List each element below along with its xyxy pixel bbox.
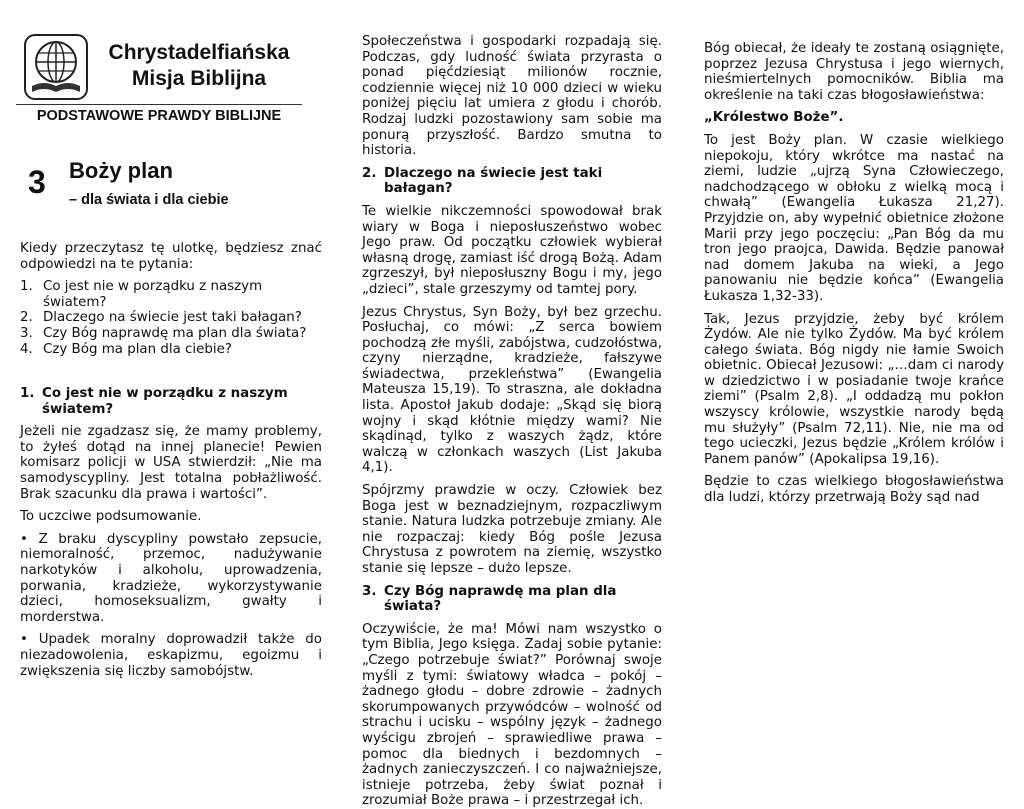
intro: [20, 241, 322, 357]
list-text: Dlaczego na świecie jest taki bałagan?: [43, 310, 302, 326]
paragraph: Tak, Jezus przyjdzie, żeby być królem Żydów. Ale nie tylko Żydów. Ma być królem całego świata. Bóg nigdy nie łamie Swoich obietnic. Obiecał Jezusowi: „…dam ci narody w dziedzictwo i w posiadanie twoje krańce ziemi” (Psalm 2,8). „I oddadzą mu pokłon wszyscy królowie, wszystkie narody będą mu służyły” (Psalm 72,11). Nie, nie ma od tego ucieczki, Jezus będzie „Królem królów i Panem panów” (Apokalipsa 19,16).: [704, 311, 1004, 467]
header: [20, 30, 302, 106]
list-item: [20, 310, 322, 326]
tract-title: Boży plan: [69, 158, 173, 183]
section-heading-text: Czy Bóg naprawdę ma plan dla świata?: [384, 583, 617, 615]
section-heading: [20, 386, 322, 417]
organization-name: [96, 40, 302, 92]
list-text: Czy Bóg ma plan dla ciebie?: [43, 341, 232, 357]
globe-bible-icon: [24, 34, 88, 100]
column-3: [704, 34, 1004, 506]
list-number: 3.: [20, 325, 33, 341]
column-2: [362, 34, 662, 809]
question-list: [20, 279, 322, 357]
list-text: Co jest nie w porządku z naszym światem?: [43, 279, 263, 310]
bullet-paragraph: • Z braku dyscypliny powstało zepsucie, niemoralność, przemoc, nadużywanie narkotyków i alkoholu, uprowadzenia, porwania, kradzieże, wykorzystywanie dzieci, homoseksualizm, gwałty i morderstwa.: [20, 531, 322, 625]
paragraph: Bóg obiecał, że ideały te zostaną osiągnięte, poprzez Jezusa Chrystusa i jego wiernych, nieśmiertelnych pomocników. Biblia ma określenie na taki czas błogosławieństwa:: [704, 41, 1004, 103]
section-heading: [362, 166, 662, 197]
paragraph: To uczciwe podsumowanie.: [20, 509, 202, 525]
intro-text: Kiedy przeczytasz tę ulotkę, będziesz znać odpowiedzi na te pytania:: [20, 241, 322, 272]
list-number: 1.: [20, 279, 33, 295]
section-heading-text: Co jest nie w porządku z naszym światem?: [42, 386, 288, 417]
org-line-2: Misja Biblijna: [131, 67, 267, 90]
paragraph: To jest Boży plan. W czasie wielkiego niepokoju, który wkrótce ma nastać na ziemi, ludzie „ujrzą Syna Człowieczego, nadchodzącego w obłoku z wielką mocą i chwałą” (Ewangelia Łukasza 21,27). Przyjdzie on, aby wypełnić obietnice złożone Marii przy jego poczęciu: „Pan Bóg da mu tron jego praojca, Dawida. Będzie panował nad domem Jakuba na wieki, a Jego panowaniu nie będzie końca” (Ewangelia Łukasza 1,32-33).: [704, 132, 1004, 304]
list-number: 4.: [20, 341, 33, 357]
list-item: [20, 279, 322, 310]
org-line-1: Chrystadelfiańska: [108, 41, 290, 64]
tract-subtitle: – dla świata i dla ciebie: [69, 192, 229, 208]
section-1: [20, 386, 322, 679]
bullet-paragraph: • Upadek moralny doprowadził także do niezadowolenia, eskapizmu, egoizmu i zwiększenia się liczby samobójstw.: [20, 632, 322, 679]
emphasis-paragraph: „Królestwo Boże”.: [704, 110, 844, 126]
header-divider: [16, 104, 302, 105]
section-number: 1.: [20, 386, 35, 401]
section-heading: [362, 584, 662, 615]
list-text: Czy Bóg naprawdę ma plan dla świata?: [43, 325, 307, 341]
paragraph: Jeżeli nie zgadzasz się, że mamy problemy, to żyłeś dotąd na innej planecie! Pewien komisarz policji w USA stwierdził: „Nie ma samodyscypliny. Jest totalna pobłażliwość. Brak szacunku dla prawa i wartości”.: [20, 424, 322, 502]
paragraph: Społeczeństwa i gospodarki rozpadają się. Podczas, gdy ludność świata przyrasta o ponad pięćdziesiąt milionów rocznie, codziennie więcej niż 10 000 dzieci w wieku poniżej pięciu lat umiera z głodu i chorób. Rodzaj ludzki pozostawiony sam sobie ma ponurą przyszłość. Bardzo smutna to historia.: [362, 34, 662, 159]
list-number: 2.: [20, 310, 33, 326]
section-number: 2.: [362, 165, 377, 181]
paragraph: Spójrzmy prawdzie w oczy. Człowiek bez Boga jest w beznadziejnym, rozpaczliwym stanie. Natura ludzka potrzebuje zmiany. Ale nie rozpaczaj: kiedy Bóg pośle Jezusa Chrystusa z powrotem na ziemię, wszystko stanie się lepsze – dużo lepsze.: [362, 483, 662, 576]
paragraph: Oczywiście, że ma! Mówi nam wszystko o tym Biblia, Jego księga. Zadaj sobie pytanie: „Czego potrzebuje świat?” Porównaj swoje myśli z tymi: światowy władca – pokój – żadnego głodu – dobre zdrowie – żadnych skorumpowanych przywódców – wolność od strachu i ucisku – wspólny język – żadnego wyścigu zbrojeń – sprawiedliwe prawa – pomoc dla biednych i bezdomnych – żadnych zanieczyszczeń. I co najważniejsze, istnieje potrzeba, żeby świat poznał i zrozumiał Boże prawa – i przestrzegał ich.: [362, 621, 662, 809]
section-heading-text: Dlaczego na świecie jest taki bałagan?: [384, 165, 603, 197]
list-item: [20, 326, 322, 342]
paragraph: Będzie to czas wielkiego błogosławieństwa dla ludzi, którzy przetrwają Boży sąd nad: [704, 474, 1004, 506]
paragraph: Jezus Chrystus, Syn Boży, był bez grzechu. Posłuchaj, co mówi: „Z serca bowiem pochodzą złe myśli, zabójstwa, cudzołóstwa, czyny nierządne, kradzieże, fałszywe świadectwa, przekleństwa” (Ewangelia Mateusza 15,19). To straszna, ale dokładna lista. Apostoł Jakub dodaje: „Skąd się biorą wojny i skąd kłótnie między wami? Nie skądinąd, tylko z waszych żądz, które walczą w członkach waszych (List Jakuba 4,1).: [362, 304, 662, 476]
section-number: 3.: [362, 583, 377, 599]
paragraph: Te wielkie nikczemności spowodował brak wiary w Boga i nieposłuszeństwo wobec Jego praw. Od początku człowiek wybierał własną drogę, zamiast iść drogą Bożą. Adam zgrzeszył, był nieposłuszny Bogu i my, jego „dzieci”, stale grzeszymy od tamtej pory.: [362, 203, 662, 297]
series-title: PODSTAWOWE PRAWDY BIBLIJNE: [36, 108, 282, 124]
list-item: [20, 342, 322, 358]
tract-number: 3: [28, 164, 46, 200]
